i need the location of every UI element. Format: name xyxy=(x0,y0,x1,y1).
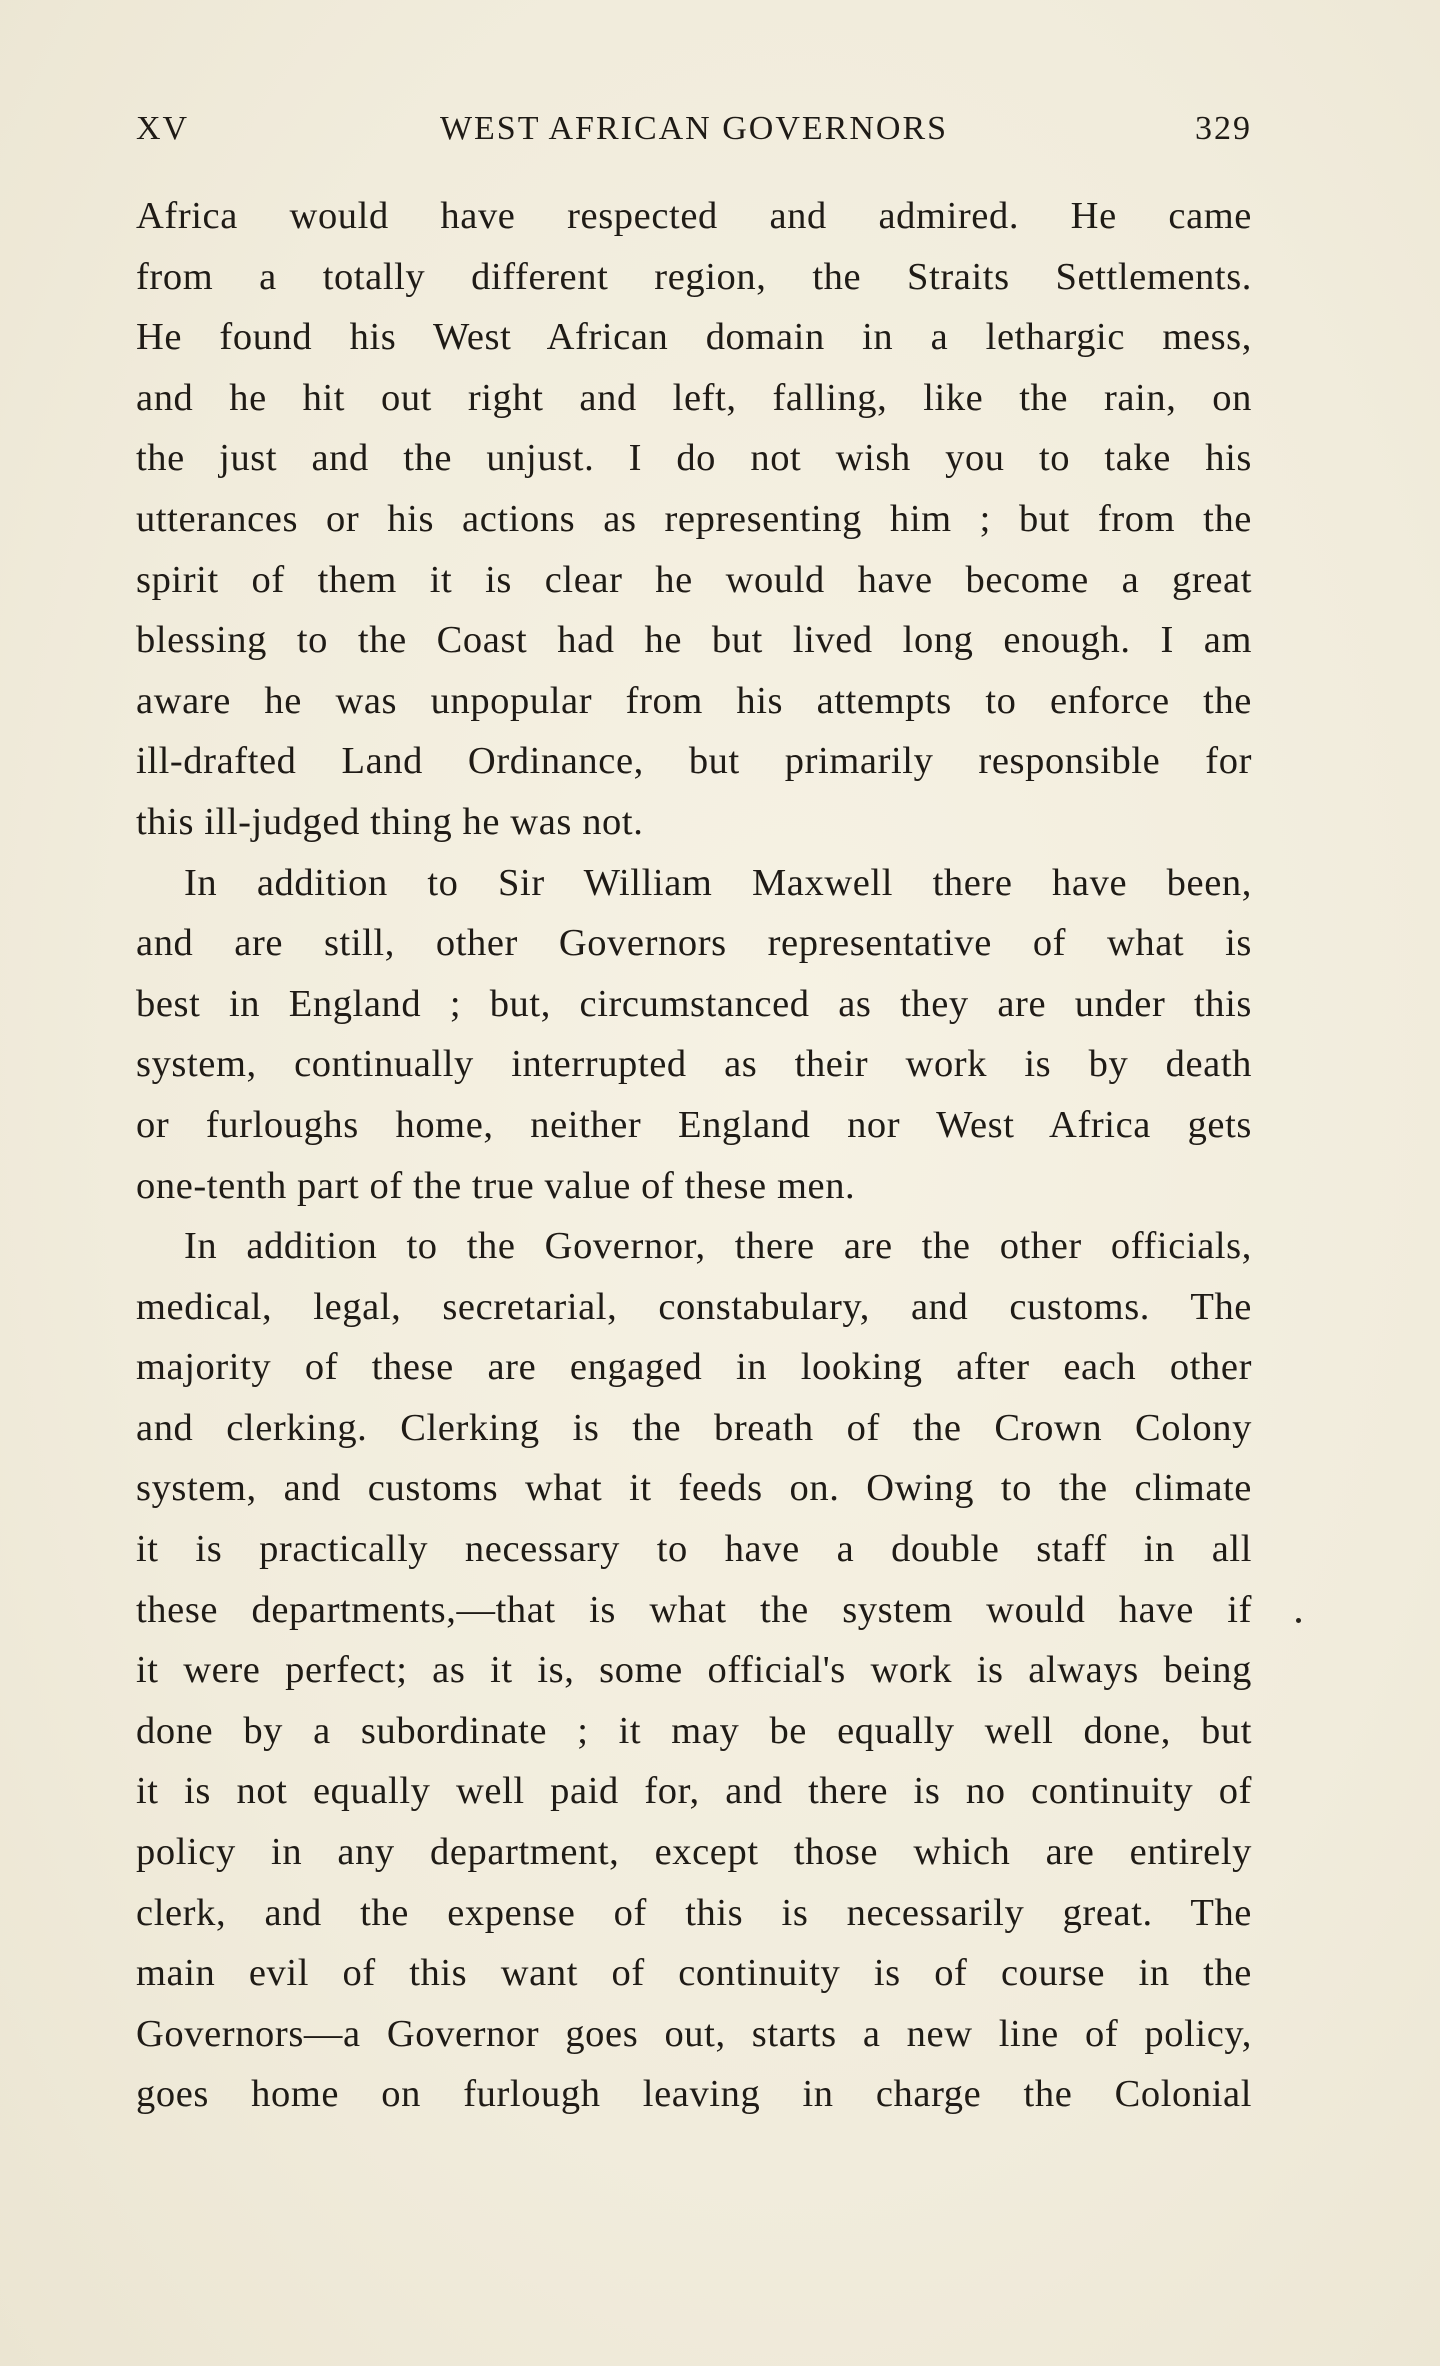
text-line: or furloughs home, neither England nor West Africa gets xyxy=(136,1103,1252,1146)
text-line: done by a subordinate ; it may be equally well done, but xyxy=(136,1709,1252,1752)
text-line: majority of these are engaged in looking after each other xyxy=(136,1346,1252,1389)
text-line: Governors—a Governor goes out, starts a new line of policy, xyxy=(136,2012,1252,2055)
text-line: it is not equally well paid for, and there is no continuity of xyxy=(136,1770,1252,1813)
text-line: the just and the unjust. I do not wish you to take his xyxy=(136,437,1252,480)
running-title: WEST AFRICAN GOVERNORS xyxy=(439,110,949,147)
paragraph-first-line: In addition to Sir William Maxwell there have been, xyxy=(184,861,1252,904)
text-line: medical, legal, secretarial, constabulary, and customs. The xyxy=(136,1285,1252,1328)
text-line: and he hit out right and left, falling, like the rain, on xyxy=(136,376,1252,419)
text-line: main evil of this want of continuity is of course in the xyxy=(136,1952,1252,1995)
text-line: from a totally different region, the Straits Settlements. xyxy=(136,255,1252,298)
text-line: clerk, and the expense of this is necessarily great. The xyxy=(136,1891,1252,1934)
chapter-number: XV xyxy=(136,110,190,147)
text-line: and are still, other Governors representative of what is xyxy=(136,922,1252,965)
text-line: goes home on furlough leaving in charge the Colonial xyxy=(136,2073,1252,2116)
text-line: Africa would have respected and admired. He came xyxy=(136,195,1252,237)
body-text xyxy=(136,186,1252,2125)
ink-speck xyxy=(1296,1618,1301,1623)
text-line: it is practically necessary to have a double staff in all xyxy=(136,1528,1252,1571)
page-number: 329 xyxy=(1195,110,1252,147)
paragraph-last-line: one-tenth part of the true value of these men. xyxy=(136,1164,856,1207)
text-line: utterances or his actions as representing him ; but from the xyxy=(136,497,1252,540)
text-line: best in England ; but, circumstanced as they are under this xyxy=(136,982,1252,1025)
text-line: system, and customs what it feeds on. Owing to the climate xyxy=(136,1467,1252,1510)
text-line: and clerking. Clerking is the breath of the Crown Colony xyxy=(136,1406,1252,1449)
text-line: blessing to the Coast had he but lived long enough. I am xyxy=(136,619,1252,662)
text-line: policy in any department, except those which are entirely xyxy=(136,1831,1252,1874)
text-line: spirit of them it is clear he would have become a great xyxy=(136,558,1252,601)
paragraph-first-line: In addition to the Governor, there are the other officials, xyxy=(184,1225,1252,1268)
text-line: these departments,—that is what the system would have if xyxy=(136,1588,1252,1631)
text-line: it were perfect; as it is, some official's work is always being xyxy=(136,1649,1252,1692)
text-line: He found his West African domain in a lethargic mess, xyxy=(136,316,1252,359)
running-head xyxy=(136,104,1252,154)
paragraph-last-line: this ill-judged thing he was not. xyxy=(136,800,644,843)
text-line: system, continually interrupted as their work is by death xyxy=(136,1043,1252,1086)
text-line: aware he was unpopular from his attempts to enforce the xyxy=(136,679,1252,722)
text-line: ill-drafted Land Ordinance, but primarily responsible for xyxy=(136,740,1252,783)
